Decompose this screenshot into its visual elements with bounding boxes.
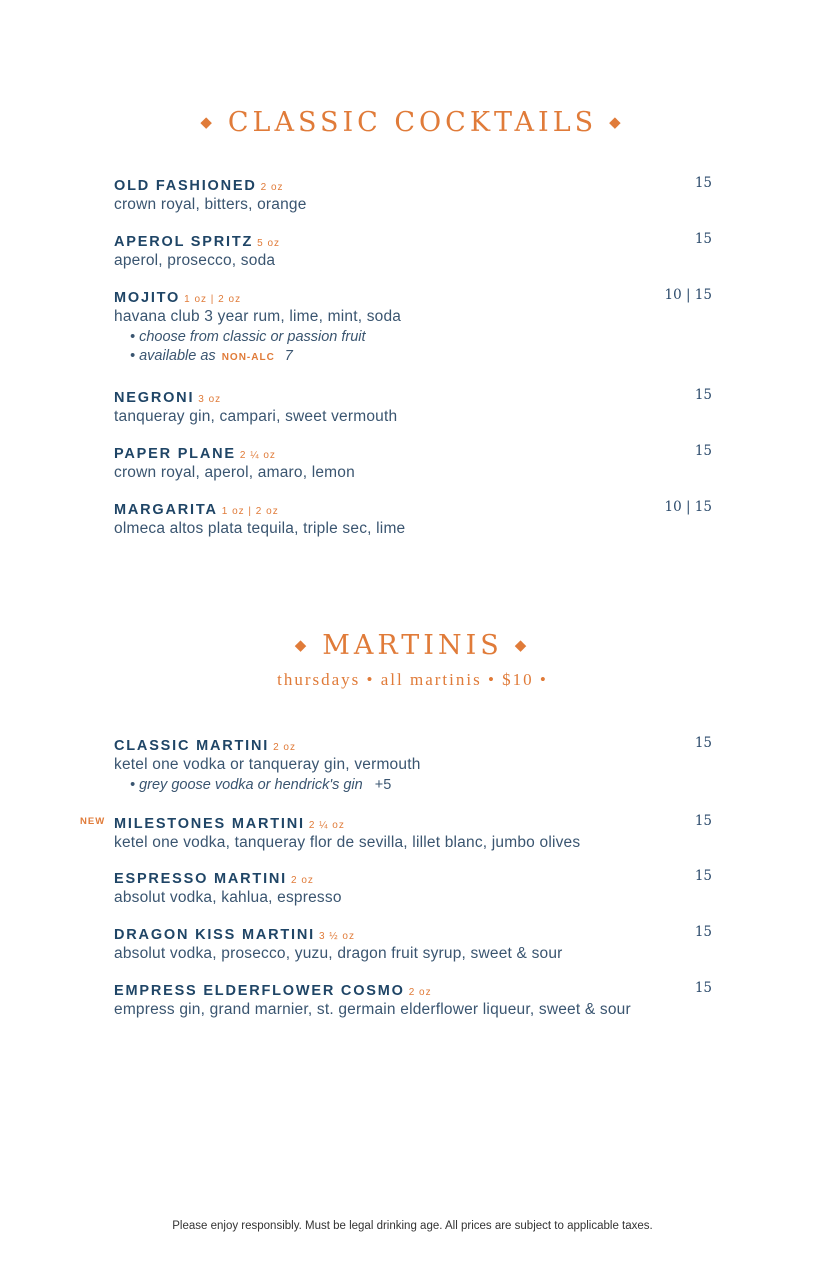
upgrade-price: +5	[374, 777, 392, 793]
diamond-icon: ◆	[294, 636, 311, 654]
item-description: empress gin, grand marnier, st. germain elderflower liqueur, sweet & sour	[114, 1001, 631, 1018]
nonalc-note-text: • available as	[130, 348, 216, 364]
item-price: 15	[694, 980, 712, 996]
item-description: havana club 3 year rum, lime, mint, soda	[114, 308, 402, 325]
item-description: absolut vodka, kahlua, espresso	[114, 889, 342, 906]
item-name: CLASSIC MARTINI	[114, 738, 270, 754]
item-price: 15	[694, 813, 712, 829]
menu-item-empress-elderflower-cosmo	[114, 980, 712, 1019]
item-upgrade-note	[130, 777, 712, 793]
item-pour-size: 1 oz | 2 oz	[221, 506, 279, 517]
item-description: absolut vodka, prosecco, yuzu, dragon fruit syrup, sweet & sour	[114, 945, 563, 962]
section-title-classic-cocktails	[0, 107, 825, 138]
item-description: olmeca altos plata tequila, triple sec, lime	[114, 520, 406, 537]
menu-item-dragon-kiss-martini	[114, 924, 712, 963]
item-name: OLD FASHIONED	[114, 178, 257, 194]
menu-item-old-fashioned	[114, 175, 712, 214]
item-pour-size: 2 ¼ oz	[239, 450, 276, 461]
upgrade-text: • grey goose vodka or hendrick's gin	[130, 777, 363, 793]
diamond-icon: ◆	[200, 113, 216, 131]
item-price: 15	[694, 387, 712, 403]
section-title-martinis	[0, 630, 825, 661]
item-pour-size: 3 ½ oz	[318, 931, 355, 942]
menu-item-margarita	[114, 499, 712, 538]
diamond-icon: ◆	[514, 636, 531, 654]
menu-item-mojito	[114, 287, 712, 364]
martini-promo: thursdays • all martinis • $10 •	[277, 670, 548, 689]
item-price: 15	[694, 924, 712, 940]
item-pour-size: 2 oz	[260, 182, 284, 193]
menu-item-espresso-martini	[114, 868, 712, 907]
item-description: aperol, prosecco, soda	[114, 252, 276, 269]
item-price: 15	[694, 735, 712, 751]
item-pour-size: 2 ¼ oz	[308, 820, 345, 831]
item-pour-size: 2 oz	[273, 742, 296, 753]
item-price: 10 | 15	[664, 499, 712, 515]
item-name: MILESTONES MARTINI	[114, 816, 305, 832]
item-price: 15	[694, 868, 712, 884]
menu-item-classic-martini	[114, 735, 712, 793]
item-description: ketel one vodka or tanqueray gin, vermouth	[114, 756, 421, 773]
item-name: MOJITO	[114, 290, 181, 306]
item-price: 10 | 15	[664, 287, 712, 303]
item-pour-size: 2 oz	[291, 875, 314, 886]
menu-item-aperol-spritz	[114, 231, 712, 270]
item-name: MARGARITA	[114, 502, 218, 518]
item-name: APEROL SPRITZ	[114, 234, 254, 250]
martinis-title-text: MARTINIS	[322, 630, 503, 661]
item-pour-size: 1 oz | 2 oz	[184, 294, 242, 305]
item-option-note: • choose from classic or passion fruit	[130, 329, 366, 345]
item-name: EMPRESS ELDERFLOWER COSMO	[114, 983, 405, 999]
classic-title-text: CLASSIC COCKTAILS	[227, 107, 598, 138]
item-description: crown royal, bitters, orange	[114, 196, 307, 213]
item-name: ESPRESSO MARTINI	[114, 871, 288, 887]
diamond-icon: ◆	[609, 113, 625, 131]
menu-item-negroni	[114, 387, 712, 426]
nonalc-price: 7	[284, 348, 293, 364]
new-badge: NEW	[80, 816, 106, 827]
footer-disclaimer: Please enjoy responsibly. Must be legal drinking age. All prices are subject to applicable taxes.	[172, 1220, 653, 1232]
item-price: 15	[694, 231, 712, 247]
item-name: PAPER PLANE	[114, 446, 236, 462]
item-name: DRAGON KISS MARTINI	[114, 927, 315, 943]
item-pour-size: 3 oz	[198, 394, 222, 405]
menu-item-paper-plane	[114, 443, 712, 482]
item-description: ketel one vodka, tanqueray flor de sevilla, lillet blanc, jumbo olives	[114, 834, 581, 851]
item-nonalc-note	[130, 348, 712, 364]
item-pour-size: 2 oz	[408, 987, 432, 998]
item-price: 15	[694, 175, 712, 191]
item-description: crown royal, aperol, amaro, lemon	[114, 464, 355, 481]
item-pour-size: 5 oz	[257, 238, 281, 249]
menu-item-milestones-martini	[80, 813, 712, 852]
item-name: NEGRONI	[114, 390, 195, 406]
nonalc-label: NON-ALC	[221, 352, 275, 363]
item-price: 15	[694, 443, 712, 459]
item-description: tanqueray gin, campari, sweet vermouth	[114, 408, 398, 425]
